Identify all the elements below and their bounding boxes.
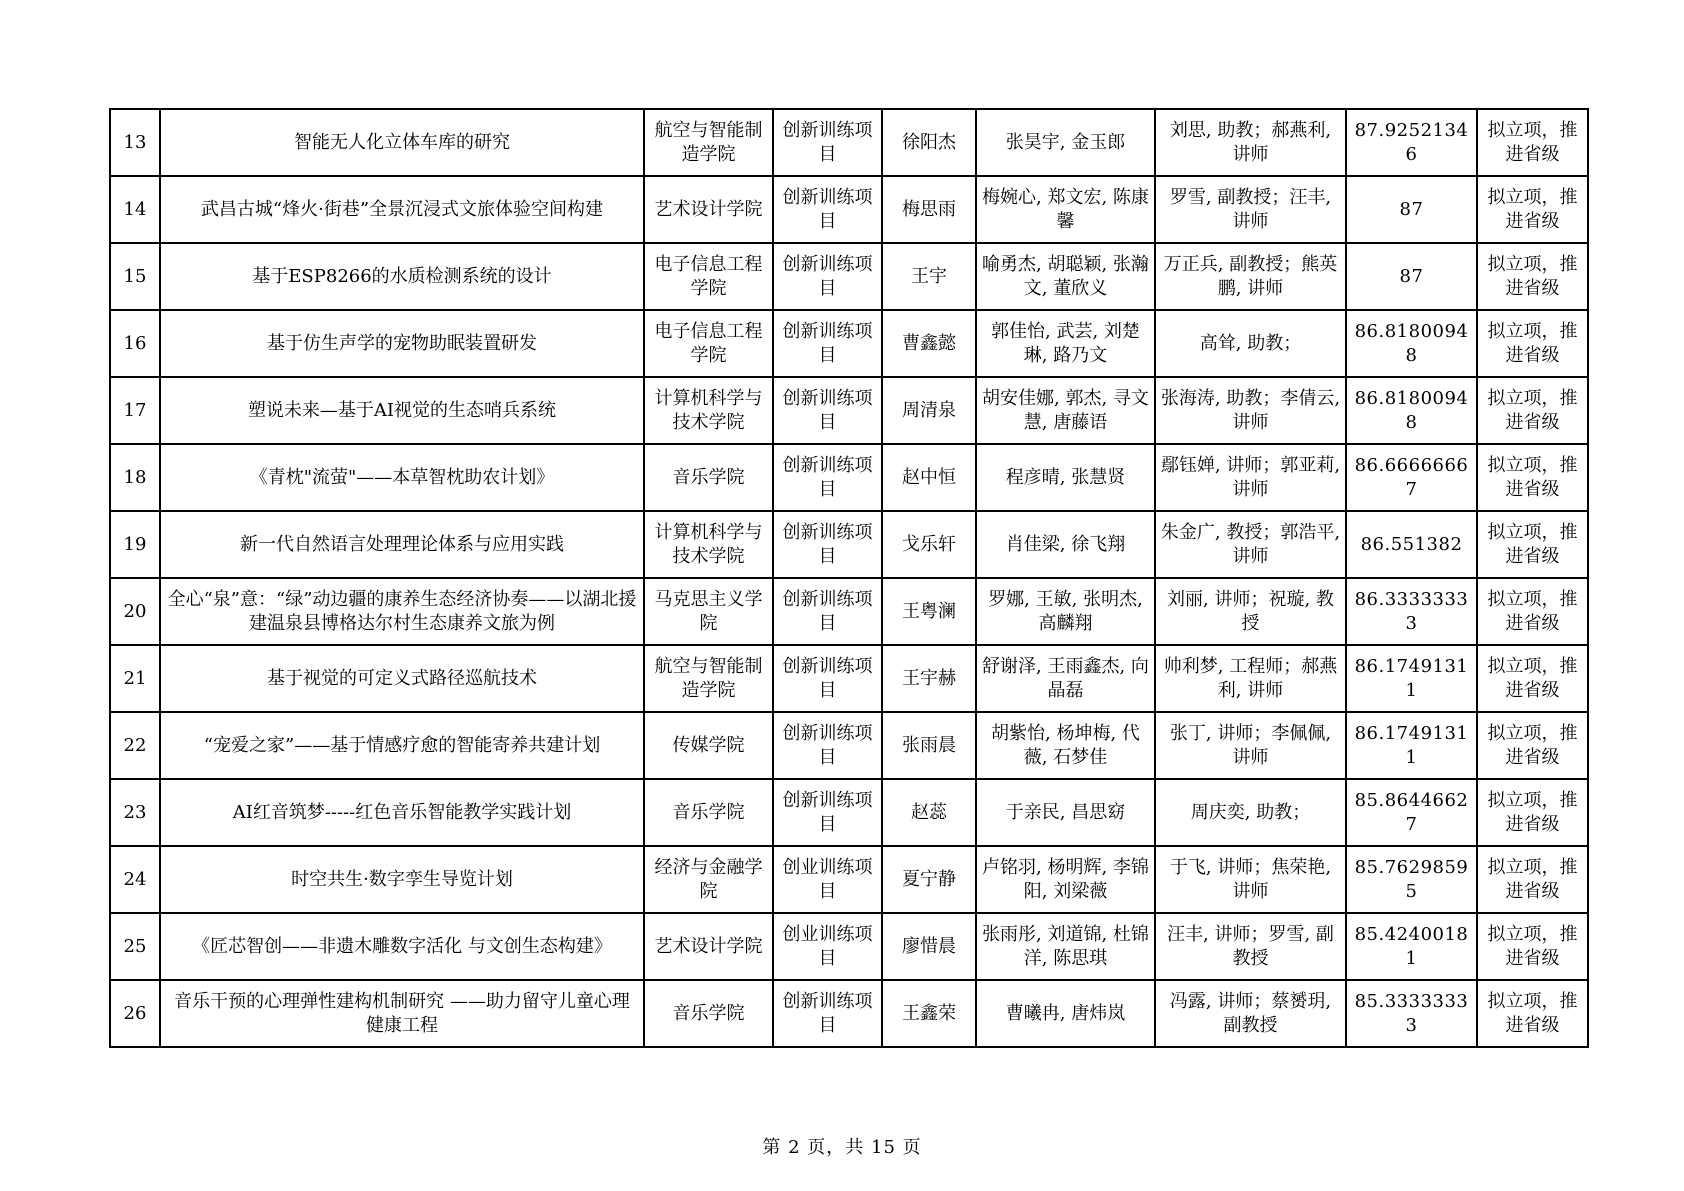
cell-team-members: 张昊宇, 金玉郎 <box>976 109 1155 176</box>
cell-serial-number: 22 <box>110 712 160 779</box>
cell-college: 马克思主义学院 <box>644 578 773 645</box>
cell-result: 拟立项，推进省级 <box>1477 578 1588 645</box>
cell-project-leader: 赵蕊 <box>882 779 976 846</box>
cell-project-type: 创新训练项目 <box>773 243 882 310</box>
cell-score: 86.33333333 <box>1346 578 1477 645</box>
cell-project-leader: 夏宁静 <box>882 846 976 913</box>
cell-score: 86.17491311 <box>1346 712 1477 779</box>
cell-project-leader: 王宇 <box>882 243 976 310</box>
cell-serial-number: 26 <box>110 980 160 1047</box>
cell-score: 86.17491311 <box>1346 645 1477 712</box>
cell-team-members: 曹曦冉, 唐炜岚 <box>976 980 1155 1047</box>
cell-project-leader: 张雨晨 <box>882 712 976 779</box>
cell-project-type: 创新训练项目 <box>773 377 882 444</box>
cell-score: 85.42400181 <box>1346 913 1477 980</box>
cell-result: 拟立项，推进省级 <box>1477 980 1588 1047</box>
cell-project-title: “宠爱之家”——基于情感疗愈的智能寄养共建计划 <box>160 712 644 779</box>
cell-project-type: 创新训练项目 <box>773 176 882 243</box>
cell-project-type: 创业训练项目 <box>773 913 882 980</box>
cell-team-members: 程彦晴, 张慧贤 <box>976 444 1155 511</box>
cell-college: 计算机科学与技术学院 <box>644 511 773 578</box>
cell-project-title: 《匠芯智创——非遗木雕数字活化 与文创生态构建》 <box>160 913 644 980</box>
cell-project-leader: 徐阳杰 <box>882 109 976 176</box>
page-number-footer: 第 2 页，共 15 页 <box>762 1137 922 1158</box>
cell-result: 拟立项，推进省级 <box>1477 846 1588 913</box>
cell-serial-number: 19 <box>110 511 160 578</box>
cell-team-members: 罗娜, 王敏, 张明杰, 高麟翔 <box>976 578 1155 645</box>
cell-project-title: 新一代自然语言处理理论体系与应用实践 <box>160 511 644 578</box>
cell-college: 航空与智能制造学院 <box>644 645 773 712</box>
cell-advisor: 高耸, 助教； <box>1155 310 1346 377</box>
cell-project-title: 武昌古城“烽火·街巷”全景沉浸式文旅体验空间构建 <box>160 176 644 243</box>
cell-score: 87 <box>1346 176 1477 243</box>
cell-team-members: 郭佳怡, 武芸, 刘楚琳, 路乃文 <box>976 310 1155 377</box>
table-row <box>110 444 1588 511</box>
table-row <box>110 712 1588 779</box>
cell-project-type: 创新训练项目 <box>773 578 882 645</box>
cell-score: 86.66666667 <box>1346 444 1477 511</box>
cell-serial-number: 23 <box>110 779 160 846</box>
cell-result: 拟立项，推进省级 <box>1477 377 1588 444</box>
cell-project-type: 创新训练项目 <box>773 109 882 176</box>
cell-project-title: 塑说未来—基于AI视觉的生态哨兵系统 <box>160 377 644 444</box>
table-row <box>110 980 1588 1047</box>
cell-advisor: 刘思, 助教；郝燕利, 讲师 <box>1155 109 1346 176</box>
cell-project-type: 创新训练项目 <box>773 980 882 1047</box>
cell-project-title: 基于视觉的可定义式路径巡航技术 <box>160 645 644 712</box>
cell-project-leader: 戈乐轩 <box>882 511 976 578</box>
cell-advisor: 张丁, 讲师；李佩佩, 讲师 <box>1155 712 1346 779</box>
cell-college: 艺术设计学院 <box>644 913 773 980</box>
cell-serial-number: 13 <box>110 109 160 176</box>
cell-project-type: 创新训练项目 <box>773 310 882 377</box>
table-row <box>110 377 1588 444</box>
cell-project-title: 音乐干预的心理弹性建构机制研究 ——助力留守儿童心理健康工程 <box>160 980 644 1047</box>
cell-college: 航空与智能制造学院 <box>644 109 773 176</box>
cell-team-members: 肖佳梁, 徐飞翔 <box>976 511 1155 578</box>
cell-project-leader: 梅思雨 <box>882 176 976 243</box>
cell-project-title: 时空共生·数字孪生导览计划 <box>160 846 644 913</box>
cell-result: 拟立项，推进省级 <box>1477 243 1588 310</box>
cell-result: 拟立项，推进省级 <box>1477 511 1588 578</box>
cell-project-leader: 周清泉 <box>882 377 976 444</box>
cell-college: 经济与金融学院 <box>644 846 773 913</box>
cell-advisor: 于飞, 讲师；焦荣艳, 讲师 <box>1155 846 1346 913</box>
cell-project-leader: 王粤澜 <box>882 578 976 645</box>
cell-advisor: 刘丽, 讲师；祝璇, 教授 <box>1155 578 1346 645</box>
cell-advisor: 帅利梦, 工程师；郝燕利, 讲师 <box>1155 645 1346 712</box>
cell-project-title: 《青枕"流萤"——本草智枕助农计划》 <box>160 444 644 511</box>
cell-project-leader: 王宇赫 <box>882 645 976 712</box>
cell-score: 87.92521346 <box>1346 109 1477 176</box>
cell-serial-number: 16 <box>110 310 160 377</box>
cell-team-members: 于亲民, 昌思窈 <box>976 779 1155 846</box>
table-row <box>110 846 1588 913</box>
cell-serial-number: 20 <box>110 578 160 645</box>
cell-result: 拟立项，推进省级 <box>1477 109 1588 176</box>
cell-serial-number: 25 <box>110 913 160 980</box>
cell-advisor: 朱金广, 教授；郭浩平, 讲师 <box>1155 511 1346 578</box>
cell-advisor: 罗雪, 副教授；汪丰, 讲师 <box>1155 176 1346 243</box>
table-row <box>110 645 1588 712</box>
cell-score: 85.76298595 <box>1346 846 1477 913</box>
cell-project-type: 创新训练项目 <box>773 712 882 779</box>
cell-college: 艺术设计学院 <box>644 176 773 243</box>
cell-result: 拟立项，推进省级 <box>1477 913 1588 980</box>
cell-advisor: 万正兵, 副教授；熊英鹏, 讲师 <box>1155 243 1346 310</box>
cell-project-leader: 廖惜晨 <box>882 913 976 980</box>
cell-college: 音乐学院 <box>644 980 773 1047</box>
cell-result: 拟立项，推进省级 <box>1477 645 1588 712</box>
cell-project-title: 智能无人化立体车库的研究 <box>160 109 644 176</box>
table-body <box>110 109 1588 1047</box>
cell-score: 85.86446627 <box>1346 779 1477 846</box>
cell-team-members: 张雨彤, 刘道锦, 杜锦洋, 陈思琪 <box>976 913 1155 980</box>
cell-project-leader: 王鑫荣 <box>882 980 976 1047</box>
cell-team-members: 梅婉心, 郑文宏, 陈康馨 <box>976 176 1155 243</box>
cell-college: 音乐学院 <box>644 444 773 511</box>
cell-college: 计算机科学与技术学院 <box>644 377 773 444</box>
cell-advisor: 汪丰, 讲师；罗雪, 副教授 <box>1155 913 1346 980</box>
cell-score: 86.81800948 <box>1346 310 1477 377</box>
cell-advisor: 张海涛, 助教；李倩云, 讲师 <box>1155 377 1346 444</box>
cell-result: 拟立项，推进省级 <box>1477 712 1588 779</box>
cell-advisor: 周庆奕, 助教； <box>1155 779 1346 846</box>
cell-project-title: 基于仿生声学的宠物助眠装置研发 <box>160 310 644 377</box>
cell-serial-number: 18 <box>110 444 160 511</box>
cell-team-members: 喻勇杰, 胡聪颖, 张瀚文, 董欣义 <box>976 243 1155 310</box>
cell-team-members: 胡安佳娜, 郭杰, 寻文慧, 唐藤语 <box>976 377 1155 444</box>
table-row <box>110 176 1588 243</box>
cell-result: 拟立项，推进省级 <box>1477 310 1588 377</box>
table-row <box>110 109 1588 176</box>
cell-result: 拟立项，推进省级 <box>1477 444 1588 511</box>
cell-team-members: 卢铭羽, 杨明辉, 李锦阳, 刘梁薇 <box>976 846 1155 913</box>
cell-project-type: 创新训练项目 <box>773 444 882 511</box>
cell-serial-number: 17 <box>110 377 160 444</box>
cell-score: 86.551382 <box>1346 511 1477 578</box>
cell-project-title: 全心“泉”意：“绿”动边疆的康养生态经济协奏——以湖北援建温泉县博格达尔村生态康养文旅为例 <box>160 578 644 645</box>
cell-project-title: AI红音筑梦-----红色音乐智能教学实践计划 <box>160 779 644 846</box>
cell-serial-number: 15 <box>110 243 160 310</box>
cell-serial-number: 24 <box>110 846 160 913</box>
cell-college: 电子信息工程学院 <box>644 310 773 377</box>
project-table <box>109 108 1589 1048</box>
cell-serial-number: 21 <box>110 645 160 712</box>
cell-score: 86.81800948 <box>1346 377 1477 444</box>
cell-serial-number: 14 <box>110 176 160 243</box>
cell-college: 传媒学院 <box>644 712 773 779</box>
cell-result: 拟立项，推进省级 <box>1477 176 1588 243</box>
cell-project-type: 创业训练项目 <box>773 846 882 913</box>
cell-team-members: 胡紫怡, 杨坤梅, 代薇, 石梦佳 <box>976 712 1155 779</box>
cell-project-leader: 赵中恒 <box>882 444 976 511</box>
cell-advisor: 鄢钰婵, 讲师；郭亚莉, 讲师 <box>1155 444 1346 511</box>
cell-college: 电子信息工程学院 <box>644 243 773 310</box>
table-row <box>110 779 1588 846</box>
cell-result: 拟立项，推进省级 <box>1477 779 1588 846</box>
cell-score: 85.33333333 <box>1346 980 1477 1047</box>
cell-advisor: 冯露, 讲师；蔡赟玥, 副教授 <box>1155 980 1346 1047</box>
cell-project-type: 创新训练项目 <box>773 645 882 712</box>
cell-project-type: 创新训练项目 <box>773 511 882 578</box>
cell-project-type: 创新训练项目 <box>773 779 882 846</box>
cell-score: 87 <box>1346 243 1477 310</box>
table-row <box>110 511 1588 578</box>
cell-team-members: 舒谢泽, 王雨鑫杰, 向晶磊 <box>976 645 1155 712</box>
table-row <box>110 578 1588 645</box>
table-row <box>110 243 1588 310</box>
cell-project-leader: 曹鑫懿 <box>882 310 976 377</box>
table-row <box>110 310 1588 377</box>
cell-college: 音乐学院 <box>644 779 773 846</box>
table-row <box>110 913 1588 980</box>
cell-project-title: 基于ESP8266的水质检测系统的设计 <box>160 243 644 310</box>
